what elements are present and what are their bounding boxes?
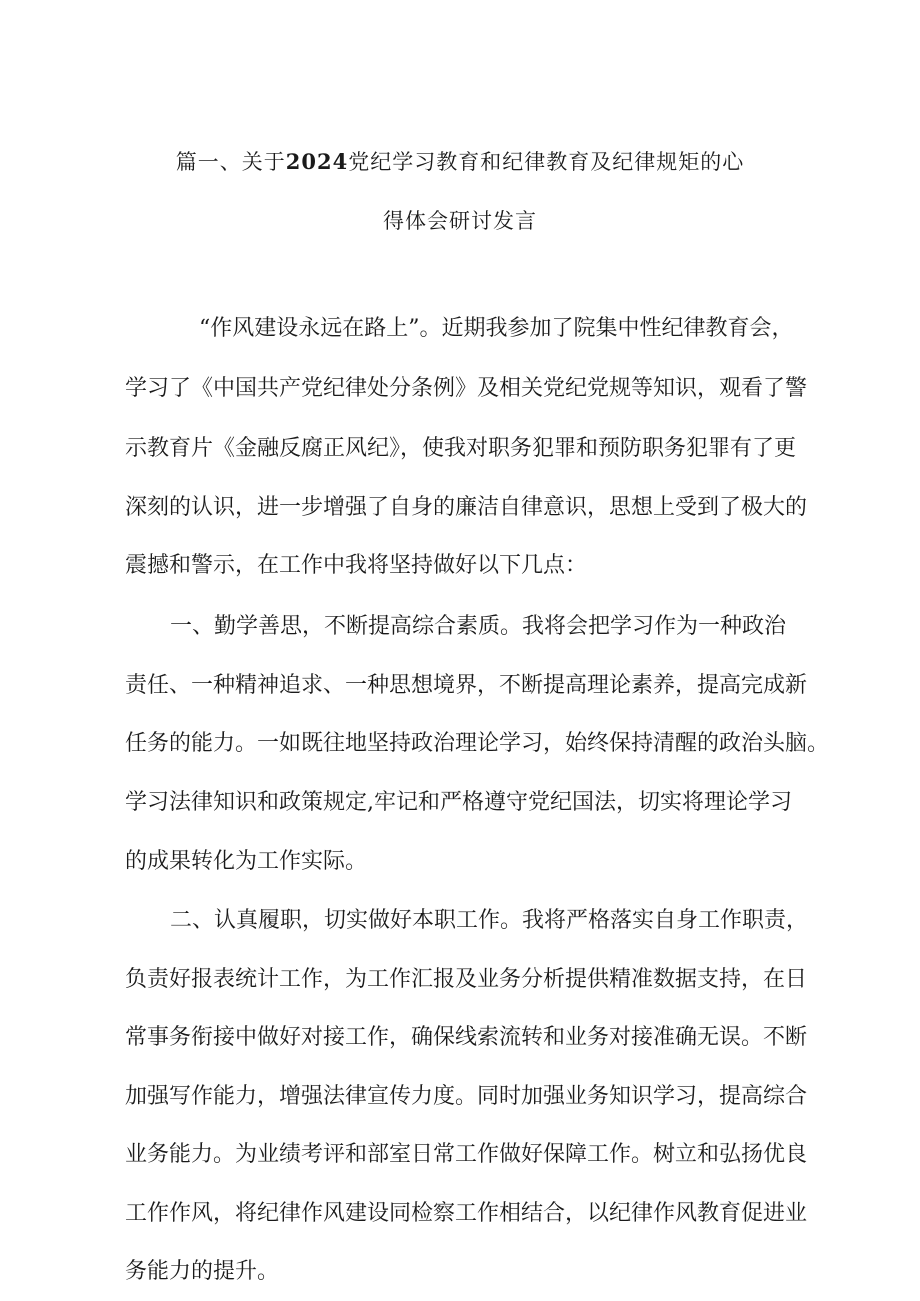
text-line: 震撼和警示，在工作中我将坚持做好以下几点： <box>125 553 588 578</box>
text-line: 责任、一种精神追求、一种思想境界，不断提高理论素养，提高完成新 <box>125 673 808 698</box>
title-suffix: 党纪学习教育和纪律教育及纪律规矩的心 <box>348 150 745 174</box>
text-line: 示教育片《金融反腐正风纪》，使我对职务犯罪和预防职务犯罪有了更 <box>125 436 797 461</box>
text-line: 学习了《中国共产党纪律处分条例》及相关党纪党规等知识，观看了警 <box>125 376 808 401</box>
text-line: “作风建设永远在路上”。近期我参加了院集中性纪律教育会， <box>199 316 794 341</box>
text-line: 常事务衔接中做好对接工作，确保线索流转和业务对接准确无误。不断 <box>125 1025 808 1050</box>
text-line: 负责好报表统计工作，为工作汇报及业务分析提供精准数据支持，在日 <box>125 967 808 992</box>
text-line: 业务能力。为业绩考评和部室日常工作做好保障工作。树立和弘扬优良 <box>125 1142 808 1167</box>
title-prefix: 篇一、关于 <box>175 150 286 174</box>
text-line: 加强写作能力，增强法律宣传力度。同时加强业务知识学习，提高综合 <box>125 1084 808 1109</box>
title-year: 2024 <box>285 149 349 174</box>
text-line: 工作作风，将纪律作风建设同检察工作相结合，以纪律作风教育促进业 <box>125 1201 808 1226</box>
text-line: 二、认真履职，切实做好本职工作。我将严格落实自身工作职责， <box>170 908 809 933</box>
document-title-line-1 <box>0 146 920 176</box>
document-title-line-2: 得体会研讨发言 <box>383 209 537 233</box>
text-line: 一、勤学善思，不断提高综合素质。我将会把学习作为一种政治 <box>170 614 787 639</box>
text-line: 的成果转化为工作实际。 <box>125 849 368 874</box>
text-line: 务能力的提升。 <box>125 1259 280 1284</box>
text-line: 学习法律知识和政策规定,牢记和严格遵守党纪国法，切实将理论学习 <box>125 790 792 815</box>
text-line: 深刻的认识，进一步增强了自身的廉洁自律意识，思想上受到了极大的 <box>125 495 808 520</box>
text-line: 任务的能力。一如既往地坚持政治理论学习，始终保持清醒的政治头脑。 <box>125 731 830 756</box>
